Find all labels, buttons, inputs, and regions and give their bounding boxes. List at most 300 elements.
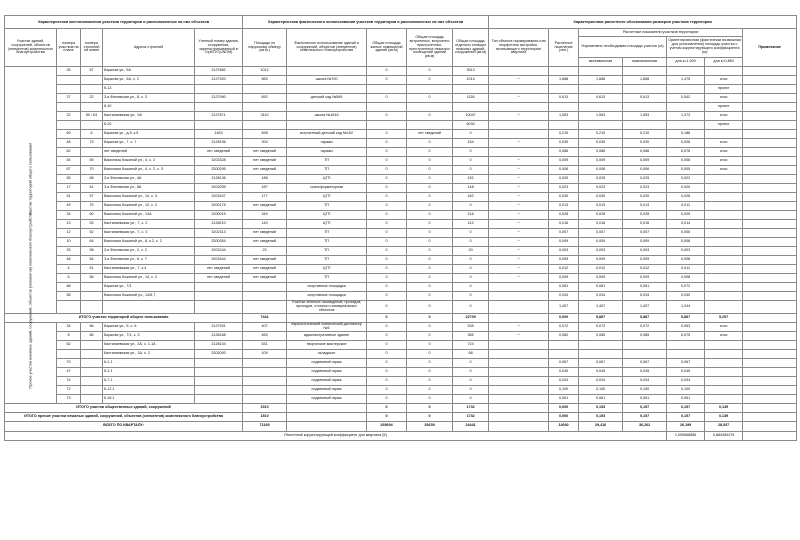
table-cell	[705, 385, 743, 394]
table-cell	[579, 340, 623, 349]
table-cell: спортивные площадки	[287, 292, 367, 301]
table-cell: 0,063	[667, 322, 705, 331]
table-cell	[743, 283, 797, 292]
table-cell	[81, 376, 103, 385]
table-cell	[489, 412, 549, 421]
table-cell: 58	[57, 292, 81, 301]
table-cell: 0	[367, 340, 407, 349]
table-cell: 56	[81, 274, 103, 283]
table-cell: 2128168	[195, 331, 243, 340]
table-cell: ^	[489, 184, 549, 193]
table-cell: 2128210	[195, 220, 243, 229]
table-cell: 0	[407, 184, 453, 193]
table-cell: 51	[81, 265, 103, 274]
table-cell: 0	[407, 148, 453, 157]
table-cell	[549, 340, 579, 349]
table-cell: 535	[453, 322, 489, 331]
table-cell: 0	[407, 265, 453, 274]
table-cell	[243, 283, 287, 292]
table-cell: 64	[81, 238, 103, 247]
table-cell: ТП	[287, 202, 367, 211]
table-cell: нет сведений	[243, 274, 287, 283]
coefficient-label: Расчетный корректирующий коэффициент для квартала (К)	[5, 431, 667, 440]
table-cell: 0	[367, 238, 407, 247]
table-cell: нет сведений	[243, 238, 287, 247]
table-cell: 0	[407, 256, 453, 265]
table-cell: 0,008	[667, 274, 705, 283]
table-cell: 216	[453, 211, 489, 220]
table-cell: 1732	[453, 403, 489, 412]
grand-total-label: ВСЕГО ПО КВАРТАЛУ:	[5, 421, 243, 431]
table-cell: снос	[705, 322, 743, 331]
table-cell: 0,007	[549, 229, 579, 238]
table-row	[5, 283, 797, 292]
table-cell: 0	[407, 157, 453, 166]
table-cell: 0,025	[549, 175, 579, 184]
table-cell: 0,072	[579, 322, 623, 331]
table-cell: Барклая ул., д.5, к.5	[103, 130, 195, 139]
subtotal-public-label: ИТОГО участки общественных зданий, сооружений	[5, 403, 243, 412]
table-cell	[705, 211, 743, 220]
table-cell: 0	[407, 166, 453, 175]
table-cell: 1453	[195, 130, 243, 139]
table-cell	[743, 94, 797, 103]
table-cell: ^	[489, 94, 549, 103]
table-cell: 154	[453, 139, 489, 148]
table-cell: 0	[367, 193, 407, 202]
table-row	[5, 112, 797, 121]
table-cell: Василисы Кожиной ул., 14, с. 2	[103, 274, 195, 283]
coefficient-row	[5, 431, 797, 440]
table-cell: 5,257	[705, 313, 743, 322]
table-cell: 69	[57, 130, 81, 139]
table-cell: 68	[57, 283, 81, 292]
table-cell: 0,045	[549, 367, 579, 376]
table-cell: 269694	[367, 421, 407, 431]
table-cell	[579, 85, 623, 94]
table-cell: 0,061	[549, 394, 579, 403]
table-cell: 0	[367, 256, 407, 265]
table-cell: 0	[453, 238, 489, 247]
table-cell: 0,008	[667, 238, 705, 247]
section-common-label: Участки территорий общего пользования	[28, 142, 33, 216]
table-row	[5, 175, 797, 184]
table-cell: 0,030	[579, 139, 623, 148]
table-cell	[705, 301, 743, 314]
table-cell	[705, 202, 743, 211]
table-cell: 0	[453, 166, 489, 175]
table-row	[5, 349, 797, 358]
table-cell: Василисы Кожиной ул., 14А	[103, 211, 195, 220]
table-cell: Барклая ул., 5А, с. 2	[103, 76, 195, 85]
table-cell: 0,009	[549, 238, 579, 247]
table-cell: 0	[407, 94, 453, 103]
table-cell	[623, 85, 667, 94]
table-cell: 186	[243, 175, 287, 184]
table-cell: ^	[489, 157, 549, 166]
table-cell: 0	[407, 220, 453, 229]
table-cell	[623, 67, 667, 76]
table-cell	[705, 274, 743, 283]
table-cell: 349	[243, 211, 287, 220]
table-cell: 5,887	[579, 313, 623, 322]
table-cell: гаражи	[287, 139, 367, 148]
table-cell	[195, 358, 243, 367]
table-cell: 0,030	[667, 292, 705, 301]
table-cell: ТП	[287, 157, 367, 166]
table-cell: 3-я Филевская ул., 8, с. 3	[103, 94, 195, 103]
table-cell: 2127931	[195, 322, 243, 331]
table-cell: 3-я Филевская ул., 6, с. 7	[103, 256, 195, 265]
table-cell: 0,009	[579, 274, 623, 283]
table-row	[5, 166, 797, 175]
table-cell: наркологический клинический диспансер №5	[287, 322, 367, 331]
table-cell: 0,023	[623, 184, 667, 193]
table-cell	[243, 376, 287, 385]
table-cell: нет сведений	[195, 274, 243, 283]
table-cell	[489, 301, 549, 314]
table-cell: 0,000	[549, 403, 579, 412]
table-cell: 2128136	[195, 175, 243, 184]
table-cell: ТП	[287, 166, 367, 175]
table-cell: ^	[489, 175, 549, 184]
table-cell: 3-я Филевская ул., 8А	[103, 184, 195, 193]
table-cell: 0,085	[579, 331, 623, 340]
table-cell: 0,009	[623, 157, 667, 166]
table-cell: 0	[453, 130, 489, 139]
table-cell: 33	[57, 247, 81, 256]
table-cell: 51	[57, 193, 81, 202]
table-cell: 0	[453, 292, 489, 301]
table-cell: 0,085	[623, 331, 667, 340]
table-cell: 1,668	[623, 76, 667, 85]
table-cell: 0,067	[623, 358, 667, 367]
table-cell	[549, 85, 579, 94]
table-cell: 3203328	[195, 157, 243, 166]
table-cell	[243, 121, 287, 130]
orient-area-header: Ориентировочная (фактически возможная для установления) площадь участка с учетом корректирующего коэффициента (га)	[667, 37, 743, 58]
table-cell: 0,022	[667, 175, 705, 184]
table-cell: 0	[453, 157, 489, 166]
table-cell: 0,009	[549, 274, 579, 283]
table-cell	[489, 385, 549, 394]
table-cell	[705, 229, 743, 238]
table-cell	[243, 394, 287, 403]
table-cell: 88	[453, 349, 489, 358]
table-cell	[743, 394, 797, 403]
table-cell: ^	[489, 331, 549, 340]
grand-total-area: 71169	[243, 421, 287, 431]
table-cell	[623, 103, 667, 112]
table-cell	[743, 358, 797, 367]
table-cell: 6	[81, 130, 103, 139]
table-cell: 22709	[453, 313, 489, 322]
table-cell: 0	[367, 313, 407, 322]
table-cell: 0,613	[549, 94, 579, 103]
table-cell: Кастанаевская ул., 7, с.4	[103, 265, 195, 274]
table-cell	[549, 103, 579, 112]
table-cell: К-1.1	[103, 358, 195, 367]
table-cell: школа №700	[287, 76, 367, 85]
header-group-location: Характеристики местоположения участков территории и расположенных на них объектов	[5, 16, 243, 29]
table-cell: 0	[407, 358, 453, 367]
table-cell: 36,202	[623, 421, 667, 431]
table-cell: ТП	[287, 274, 367, 283]
table-cell	[81, 394, 103, 403]
table-cell: ^	[489, 211, 549, 220]
table-cell: 48	[57, 139, 81, 148]
table-cell: Кастанаевская ул., 7, с. 3	[103, 229, 195, 238]
table-cell: 0	[367, 112, 407, 121]
table-cell: 3202244	[195, 247, 243, 256]
table-cell	[705, 265, 743, 274]
table-cell: 0,045	[667, 367, 705, 376]
table-cell: 0,086	[579, 148, 623, 157]
table-cell: 0	[367, 67, 407, 76]
table-cell: 0	[453, 376, 489, 385]
table-cell: снос	[705, 94, 743, 103]
table-cell: 0,011	[667, 202, 705, 211]
table-cell: ^	[489, 193, 549, 202]
table-cell: ^	[489, 265, 549, 274]
table-cell	[489, 130, 549, 139]
table-row	[5, 103, 797, 112]
subtotal-common-label: ИТОГО участки территорий общего пользования	[5, 313, 243, 322]
table-cell	[743, 340, 797, 349]
table-cell	[287, 313, 367, 322]
table-cell: 57	[81, 193, 103, 202]
table-cell: ЦТП	[287, 193, 367, 202]
table-cell: 1,407	[623, 301, 667, 314]
coefficient-k2: 0,884383475	[705, 431, 743, 440]
table-cell: Кастанаевская ул., 3А, с. 1-1А	[103, 340, 195, 349]
table-cell: 0	[453, 385, 489, 394]
col-max: максимальная	[623, 58, 667, 67]
table-row	[5, 94, 797, 103]
table-cell: складское	[287, 349, 367, 358]
table-cell: 20	[453, 247, 489, 256]
table-cell: 67	[81, 67, 103, 76]
table-cell: 0	[453, 367, 489, 376]
table-cell: ^	[489, 238, 549, 247]
table-cell: 3513	[453, 67, 489, 76]
table-row	[5, 340, 797, 349]
table-cell: 0,025	[623, 175, 667, 184]
table-cell: 67	[57, 166, 81, 175]
table-cell	[743, 202, 797, 211]
table-cell: 0,076	[667, 148, 705, 157]
col-bld-num: номера строений на плане	[81, 29, 103, 67]
table-cell	[287, 85, 367, 94]
table-cell	[705, 340, 743, 349]
table-cell: 0	[407, 211, 453, 220]
table-cell: 0,009	[549, 256, 579, 265]
table-cell: проект	[705, 85, 743, 94]
table-cell: ^	[489, 139, 549, 148]
table-cell: 0	[367, 220, 407, 229]
subtotal-public	[5, 403, 797, 412]
table-cell	[579, 103, 623, 112]
table-cell: 0,613	[623, 94, 667, 103]
table-cell	[489, 376, 549, 385]
table-cell	[667, 340, 705, 349]
table-cell: 0	[407, 412, 453, 421]
table-cell: 73	[57, 394, 81, 403]
table-row	[5, 301, 797, 314]
table-cell: 0,157	[667, 403, 705, 412]
table-cell: 62	[57, 148, 81, 157]
table-cell: снос	[705, 157, 743, 166]
table-cell	[489, 349, 549, 358]
table-cell: 0	[367, 394, 407, 403]
table-cell: 0,034	[549, 292, 579, 301]
table-cell: 0	[407, 229, 453, 238]
table-cell: 0,542	[667, 94, 705, 103]
table-cell: 34	[57, 322, 81, 331]
table-cell: 5,887	[623, 313, 667, 322]
table-cell	[103, 301, 195, 314]
subtotal-common-area: 7441	[243, 313, 287, 322]
table-cell: 70	[57, 358, 81, 367]
table-cell	[667, 85, 705, 94]
table-cell: 0	[367, 412, 407, 421]
table-cell: 0,210	[549, 130, 579, 139]
col-separate: Общая площадь отдельно стоящих нежилых зданий, сооружений (кв.м)	[453, 29, 489, 67]
table-cell: трансформаторная	[287, 184, 367, 193]
col-builtin: Общая площадь встроенных, встроенно пристроенных, пристроенных нежилых помещений зданий (кв.м)	[407, 29, 453, 67]
table-cell: Барклая ул., 5, с. 6	[103, 322, 195, 331]
table-cell	[743, 175, 797, 184]
table-cell: 0,009	[623, 238, 667, 247]
table-cell	[243, 103, 287, 112]
table-cell: 0	[367, 274, 407, 283]
table-cell: К-13	[103, 85, 195, 94]
table-cell: 0,034	[579, 376, 623, 385]
table-cell: 3110	[243, 112, 287, 121]
table-cell: К-12.1	[103, 385, 195, 394]
table-cell	[489, 403, 549, 412]
table-cell	[667, 103, 705, 112]
table-cell	[743, 166, 797, 175]
table-cell: 0,072	[667, 283, 705, 292]
table-cell: 0,153	[579, 403, 623, 412]
table-row	[5, 331, 797, 340]
table-cell: 0	[453, 148, 489, 157]
table-cell: 13	[57, 220, 81, 229]
table-cell: 0,000	[549, 313, 579, 322]
table-cell: 52	[81, 229, 103, 238]
table-cell: снос	[705, 139, 743, 148]
table-cell: нет сведений	[195, 265, 243, 274]
table-cell	[57, 121, 81, 130]
table-row	[5, 130, 797, 139]
table-cell	[705, 175, 743, 184]
table-cell	[81, 121, 103, 130]
table-cell: 187	[243, 184, 287, 193]
table-cell: 70	[81, 166, 103, 175]
table-cell: 0,081	[623, 283, 667, 292]
table-cell	[705, 376, 743, 385]
table-cell	[705, 256, 743, 265]
table-cell	[623, 349, 667, 358]
table-cell	[579, 67, 623, 76]
table-cell	[453, 85, 489, 94]
table-cell	[743, 376, 797, 385]
table-cell	[195, 367, 243, 376]
table-cell: встроенный детский сад №152	[287, 130, 367, 139]
table-cell: снос	[705, 76, 743, 85]
table-cell: 1,244	[667, 301, 705, 314]
table-cell	[367, 85, 407, 94]
table-cell: 1,668	[579, 76, 623, 85]
table-cell	[743, 238, 797, 247]
table-cell: 2127882	[195, 67, 243, 76]
table-cell: снос	[705, 166, 743, 175]
table-cell: 0	[407, 283, 453, 292]
col-type: Тип объекта нормирования или морфотипа застройки, включающего территорию квартала	[489, 29, 549, 67]
table-cell: 0	[367, 301, 407, 314]
table-cell	[743, 184, 797, 193]
table-cell: 61	[81, 184, 103, 193]
table-cell: 10	[57, 238, 81, 247]
table-cell: 0	[407, 67, 453, 76]
table-cell: 69	[81, 157, 103, 166]
table-row	[5, 292, 797, 301]
table-cell	[195, 283, 243, 292]
table-cell: 0,210	[579, 130, 623, 139]
table-cell: 12	[57, 229, 81, 238]
table-cell: 3200015	[195, 211, 243, 220]
table-cell: Василисы Кожиной ул., 14/6,7	[103, 292, 195, 301]
table-cell: 23	[243, 247, 287, 256]
table-cell: К-7.1	[103, 376, 195, 385]
table-cell: 0,081	[549, 283, 579, 292]
table-cell: подземный гараж	[287, 367, 367, 376]
table-cell: 0	[367, 148, 407, 157]
table-cell	[705, 283, 743, 292]
table-row	[5, 265, 797, 274]
grand-total	[5, 421, 797, 431]
table-cell: 0	[367, 76, 407, 85]
table-cell: 0,613	[579, 94, 623, 103]
table-cell	[743, 367, 797, 376]
table-cell: 2128196	[195, 139, 243, 148]
table-cell: 0,014	[667, 220, 705, 229]
table-cell: школа №1816	[287, 112, 367, 121]
table-cell: 0	[407, 112, 453, 121]
table-cell: снос	[705, 331, 743, 340]
table-row	[5, 358, 797, 367]
table-cell: 0,186	[667, 130, 705, 139]
table-cell: спортивные площадки	[287, 283, 367, 292]
table-row	[5, 157, 797, 166]
table-row	[5, 238, 797, 247]
table-cell: 3202313	[195, 229, 243, 238]
table-cell: ^	[489, 322, 549, 331]
table-cell	[667, 349, 705, 358]
table-cell: Барклая ул., 7/1, с. 3	[103, 331, 195, 340]
table-cell	[743, 103, 797, 112]
table-cell: 0	[453, 358, 489, 367]
table-cell: 0,100	[623, 385, 667, 394]
table-cell: 0,086	[549, 148, 579, 157]
table-cell	[489, 148, 549, 157]
calculation-table	[4, 15, 797, 441]
table-cell: 0,153	[579, 412, 623, 421]
table-cell: 0,009	[579, 256, 623, 265]
table-cell: 0,013	[549, 202, 579, 211]
table-cell: 0,157	[623, 403, 667, 412]
